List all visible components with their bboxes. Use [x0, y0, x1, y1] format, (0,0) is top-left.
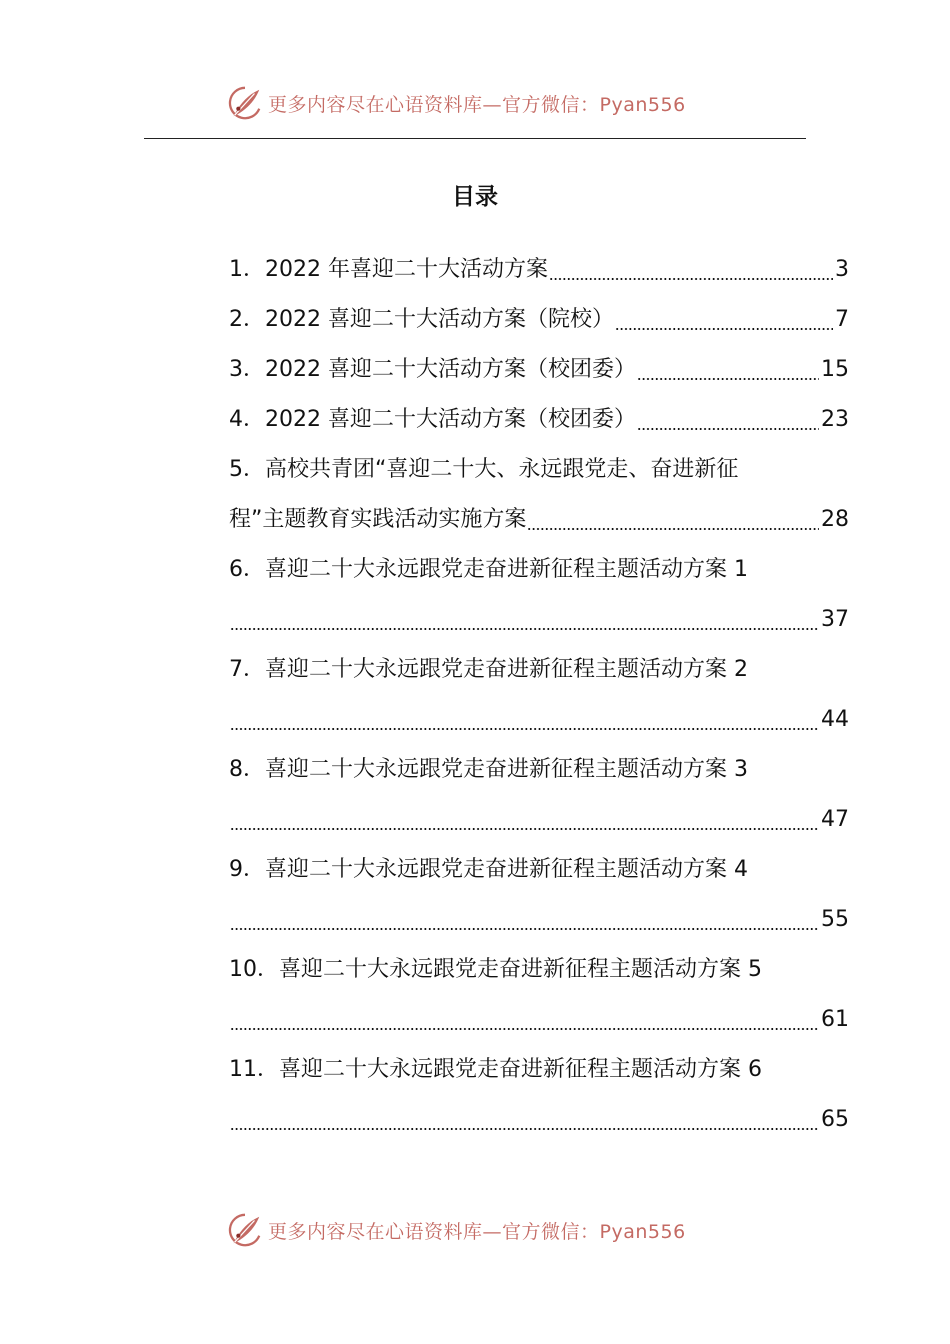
- toc-entry-6-line-1[interactable]: [229, 545, 849, 595]
- toc-leader-dots: [615, 305, 833, 335]
- toc-entry-page: 15: [821, 357, 849, 382]
- toc-entry-page: 47: [821, 807, 849, 832]
- toc-leader-dots: [637, 405, 819, 435]
- toc-entry-8-line-2[interactable]: [229, 795, 849, 845]
- toc-entry-label-continued: 程”主题教育实践活动实施方案: [229, 507, 527, 532]
- toc-entry-label: 5．高校共青团“喜迎二十大、永远跟党走、奋进新征: [229, 457, 739, 482]
- toc-entry-9-line-2[interactable]: [229, 895, 849, 945]
- toc-entry-5-line-1[interactable]: [229, 445, 849, 495]
- toc-entry-page: 61: [821, 1007, 849, 1032]
- toc-entry-page: 28: [821, 507, 849, 532]
- table-of-contents: [229, 245, 849, 1145]
- toc-leader-dots: [230, 905, 819, 935]
- toc-entry-page: 23: [821, 407, 849, 432]
- toc-leader-dots: [549, 255, 833, 285]
- toc-entry-5-line-2[interactable]: [229, 495, 849, 545]
- toc-leader-dots: [230, 1105, 819, 1135]
- toc-entry-page: 65: [821, 1107, 849, 1132]
- toc-entry-label: 7．喜迎二十大永远跟党走奋进新征程主题活动方案 2: [229, 657, 748, 682]
- toc-leader-dots: [527, 505, 819, 535]
- toc-entry-10-line-2[interactable]: [229, 995, 849, 1045]
- toc-entry-label: 2．2022 喜迎二十大活动方案（院校）: [229, 307, 614, 332]
- feather-pen-logo-icon: [226, 84, 264, 122]
- footer-brand: [226, 1210, 746, 1250]
- toc-entry-label: 11．喜迎二十大永远跟党走奋进新征程主题活动方案 6: [229, 1057, 762, 1082]
- header-brand: [226, 83, 746, 123]
- header-account: Pyan556: [599, 93, 686, 116]
- toc-entry-page: 55: [821, 907, 849, 932]
- toc-entry-7-line-2[interactable]: [229, 695, 849, 745]
- toc-entry-page: 44: [821, 707, 849, 732]
- toc-entry-page: 37: [821, 607, 849, 632]
- toc-entry-label: 9．喜迎二十大永远跟党走奋进新征程主题活动方案 4: [229, 857, 748, 882]
- feather-pen-logo-icon: [226, 1211, 264, 1249]
- toc-leader-dots: [230, 605, 819, 635]
- toc-entry-10-line-1[interactable]: [229, 945, 849, 995]
- toc-leader-dots: [230, 805, 819, 835]
- toc-entry-9-line-1[interactable]: [229, 845, 849, 895]
- toc-entry-page: 7: [835, 307, 849, 332]
- footer-brand-text: 更多内容尽在心语资料库—官方微信：Pyan556: [268, 1220, 686, 1243]
- toc-leader-dots: [637, 355, 819, 385]
- toc-entry-7-line-1[interactable]: [229, 645, 849, 695]
- header-rule: [144, 138, 806, 139]
- toc-leader-dots: [230, 1005, 819, 1035]
- toc-leader-dots: [230, 705, 819, 735]
- toc-entry-label: 4．2022 喜迎二十大活动方案（校团委）: [229, 407, 636, 432]
- toc-entry-8-line-1[interactable]: [229, 745, 849, 795]
- toc-entry-label: 6．喜迎二十大永远跟党走奋进新征程主题活动方案 1: [229, 557, 748, 582]
- toc-entry-label: 8．喜迎二十大永远跟党走奋进新征程主题活动方案 3: [229, 757, 748, 782]
- footer-account: Pyan556: [599, 1220, 686, 1243]
- toc-entry-6-line-2[interactable]: [229, 595, 849, 645]
- toc-entry-2[interactable]: [229, 295, 849, 345]
- toc-entry-label: 1．2022 年喜迎二十大活动方案: [229, 257, 548, 282]
- toc-entry-1[interactable]: [229, 245, 849, 295]
- toc-entry-label: 3．2022 喜迎二十大活动方案（校团委）: [229, 357, 636, 382]
- toc-entry-label: 10．喜迎二十大永远跟党走奋进新征程主题活动方案 5: [229, 957, 762, 982]
- toc-entry-page: 3: [835, 257, 849, 282]
- toc-entry-11-line-1[interactable]: [229, 1045, 849, 1095]
- toc-entry-11-line-2[interactable]: [229, 1095, 849, 1145]
- toc-entry-3[interactable]: [229, 345, 849, 395]
- header-brand-text: 更多内容尽在心语资料库—官方微信：Pyan556: [268, 93, 686, 116]
- page-title: 目录: [452, 184, 498, 210]
- toc-entry-4[interactable]: [229, 395, 849, 445]
